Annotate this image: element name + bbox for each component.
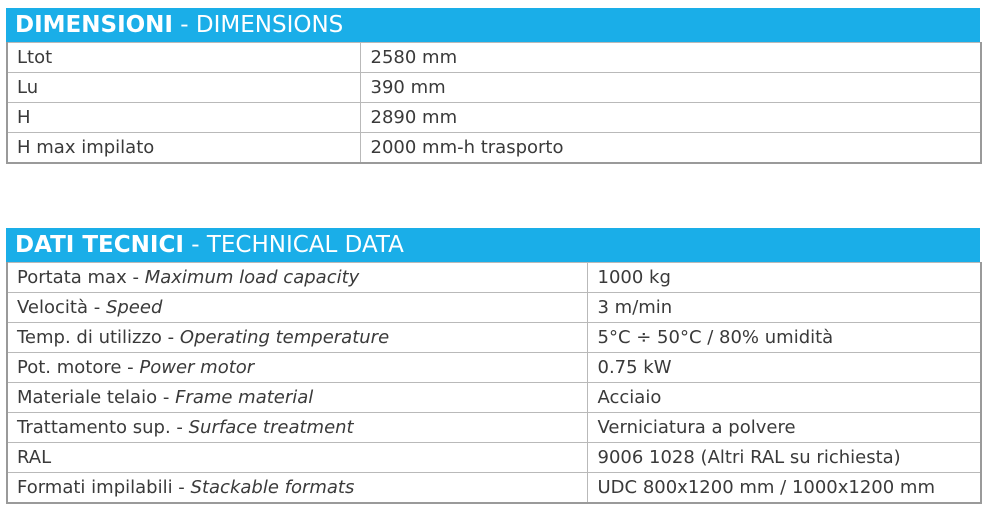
spec-label-en: Frame material <box>175 387 314 408</box>
spec-label-it: Pot. motore <box>17 357 122 378</box>
dimension-value: 2000 mm-h trasporto <box>360 133 981 163</box>
spec-label-it: Formati impilabili <box>17 476 173 498</box>
spec-value: UDC 800x1200 mm / 1000x1200 mm <box>587 473 981 503</box>
spec-label-en: Operating temperature <box>179 327 390 348</box>
spec-label-en: Maximum load capacity <box>144 267 360 288</box>
spec-label-it: Temp. di utilizzo <box>17 327 162 348</box>
dimensions-title-it: DIMENSIONI <box>15 12 173 38</box>
spec-label-separator: - <box>157 387 176 408</box>
table-row <box>7 103 981 133</box>
spec-label-separator: - <box>121 357 140 378</box>
dimensions-title-en: DIMENSIONS <box>195 12 344 38</box>
table-row <box>7 383 981 413</box>
spec-label <box>7 473 587 503</box>
spec-label-it: Materiale telaio <box>17 387 158 408</box>
spec-label-separator: - <box>161 327 180 348</box>
table-row <box>7 353 981 383</box>
table-row <box>7 43 981 73</box>
spec-value: 9006 1028 (Altri RAL su richiesta) <box>587 443 981 473</box>
spec-label <box>7 263 587 293</box>
dimensions-title-separator: - <box>172 12 196 38</box>
table-row <box>7 293 981 323</box>
spec-label-separator: - <box>170 417 189 438</box>
table-row <box>7 263 981 293</box>
spec-label-en: Speed <box>105 297 163 318</box>
spec-label <box>7 383 587 413</box>
spec-value: 1000 kg <box>587 263 981 293</box>
spec-label <box>7 353 587 383</box>
spec-label <box>7 413 587 443</box>
dimension-label: Ltot <box>7 43 360 73</box>
spec-value: Verniciatura a polvere <box>587 413 981 443</box>
dimensions-section <box>6 8 980 164</box>
spec-label-en: Power motor <box>139 357 255 378</box>
dimension-value: 390 mm <box>360 73 981 103</box>
technical-data-header <box>6 228 980 262</box>
spec-value: 5°C ÷ 50°C / 80% umidità <box>587 323 981 353</box>
spec-label-separator: - <box>172 476 191 498</box>
technical-data-table <box>6 262 982 504</box>
spec-label-separator: - <box>88 297 106 318</box>
table-row <box>7 133 981 163</box>
spec-value: 3 m/min <box>587 293 981 323</box>
spec-label <box>7 443 587 473</box>
table-row <box>7 323 981 353</box>
dimension-value: 2580 mm <box>360 43 981 73</box>
spec-label <box>7 323 587 353</box>
table-row <box>7 413 981 443</box>
dimensions-header <box>6 8 980 42</box>
spec-label-en: Surface treatment <box>188 417 354 438</box>
technical-data-section <box>6 228 980 504</box>
table-row <box>7 473 981 503</box>
spec-label-separator: - <box>126 267 145 288</box>
dimension-label: Lu <box>7 73 360 103</box>
spec-label <box>7 293 587 323</box>
spec-label-it: Trattamento sup. <box>17 417 171 438</box>
technical-title-separator: - <box>183 232 207 258</box>
technical-title-it: DATI TECNICI <box>15 232 184 258</box>
dimension-label: H max impilato <box>7 133 360 163</box>
technical-title-en: TECHNICAL DATA <box>206 232 404 258</box>
spec-label-it: Portata max <box>17 267 127 288</box>
spec-label-it: Velocità <box>17 297 88 318</box>
spec-value: Acciaio <box>587 383 981 413</box>
spec-label-en: Stackable formats <box>190 476 355 498</box>
table-row <box>7 73 981 103</box>
dimensions-table <box>6 42 982 164</box>
dimension-label: H <box>7 103 360 133</box>
spec-label-it: RAL <box>17 447 52 468</box>
table-row <box>7 443 981 473</box>
spec-value: 0.75 kW <box>587 353 981 383</box>
dimension-value: 2890 mm <box>360 103 981 133</box>
